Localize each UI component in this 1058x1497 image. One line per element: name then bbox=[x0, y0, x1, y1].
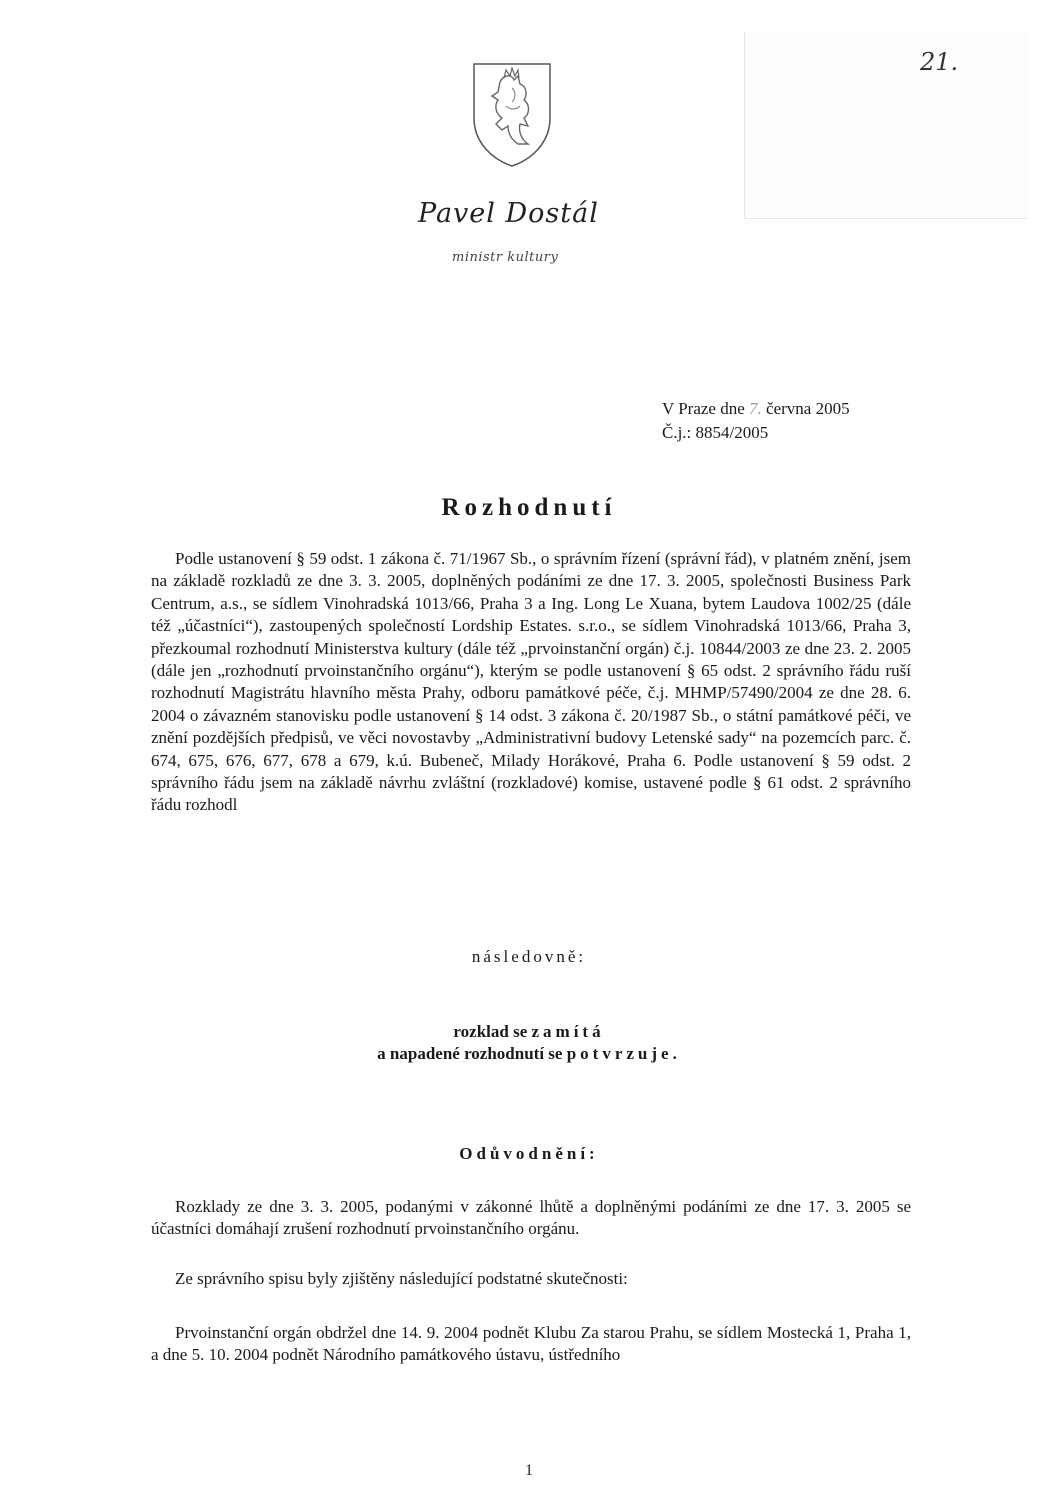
reference-number: Č.j.: 8854/2005 bbox=[662, 423, 769, 442]
date-prefix: V Praze dne bbox=[662, 399, 745, 418]
date-day: 7. bbox=[749, 399, 762, 418]
verdict-line-2 bbox=[0, 1044, 1058, 1064]
date-line bbox=[662, 397, 850, 421]
paragraph-findings: Ze správního spisu byly zjištěny následující podstatné skutečnosti: bbox=[175, 1269, 628, 1288]
paragraph-rozklady: Rozklady ze dne 3. 3. 2005, podanými v zákonné lhůtě a doplněnými podáními ze dne 17. 3. 2005 se účastníci domáhají zrušení rozhodnutí prvoinstančního orgánu. bbox=[151, 1197, 911, 1239]
registry-stamp-area bbox=[744, 32, 1027, 219]
date-block bbox=[662, 397, 850, 445]
paragraph-prvoinstancni: Prvoinstanční orgán obdržel dne 14. 9. 2004 podnět Klubu Za starou Prahu, se sídlem Mostecká 1, Praha 1, a dne 5. 10. 2004 podnět Národního památkového ústavu, ústředního bbox=[151, 1323, 911, 1365]
verdict-line-2-spaced: potvrzuje. bbox=[566, 1044, 681, 1063]
verdict-line-1-spaced: zamítá bbox=[531, 1022, 605, 1041]
letterhead-title: ministr kultury bbox=[452, 250, 559, 265]
paragraph-intro: Podle ustanovení § 59 odst. 1 zákona č. 71/1967 Sb., o správním řízení (správní řád), v platném znění, jsem na základě rozkladů ze dne 3. 3. 2005, doplněných podáními ze dne 17. 3. 2005, společnosti Business Park Centrum, a.s., se sídlem Vinohradská 1013/66, Praha 3 a Ing. Long Le Xuana, bytem Laudova 1002/25 (dále též „účastníci“), zastoupených společností Lordship Estates. s.r.o., se sídlem Vinohradská 1013/66, Praha 3, přezkoumal rozhodnutí Ministerstva kultury (dále též „prvoinstanční orgán) č.j. 10844/2003 ze dne 23. 2. 2005 (dále jen „rozhodnutí prvoinstančního orgánu“), kterým se podle ustanovení § 65 odst. 2 správního řádu ruší rozhodnutí Magistrátu hlavního města Prahy, odboru památkové péče, č.j. MHMP/57490/2004 ze dne 28. 6. 2004 o závazném stanovisku podle ustanovení § 14 odst. 3 zákona č. 20/1987 Sb., o státní památkové péči, ve znění pozdějších předpisů, ve věci novostavby „Administrativní budovy Letenské sady“ na pozemcích parc. č. 674, 675, 676, 677, 678 a 679, k.ú. Bubeneč, Milady Horákové, Praha 6. Podle ustanovení § 59 odst. 2 správního řádu jsem na základě návrhu zvláštní (rozkladové) komise, ustavené podle § 61 odst. 2 správního řádu rozhodl bbox=[151, 549, 911, 815]
page-number: 1 bbox=[525, 1462, 533, 1479]
nasledovne-heading: následovně: bbox=[471, 947, 587, 966]
date-suffix: června 2005 bbox=[766, 399, 850, 418]
letterhead-name: Pavel Dostál bbox=[418, 198, 599, 229]
verdict-line-1 bbox=[0, 1022, 1058, 1042]
verdict-line-2-prefix: a napadené rozhodnutí se bbox=[377, 1044, 563, 1063]
registry-stamp-mark: 21. bbox=[920, 48, 959, 76]
verdict-line-1-prefix: rozklad se bbox=[453, 1022, 528, 1041]
oduvodneni-heading: Odůvodnění: bbox=[459, 1144, 599, 1163]
document-title: Rozhodnutí bbox=[441, 494, 617, 521]
czech-coat-of-arms-icon bbox=[468, 60, 556, 168]
